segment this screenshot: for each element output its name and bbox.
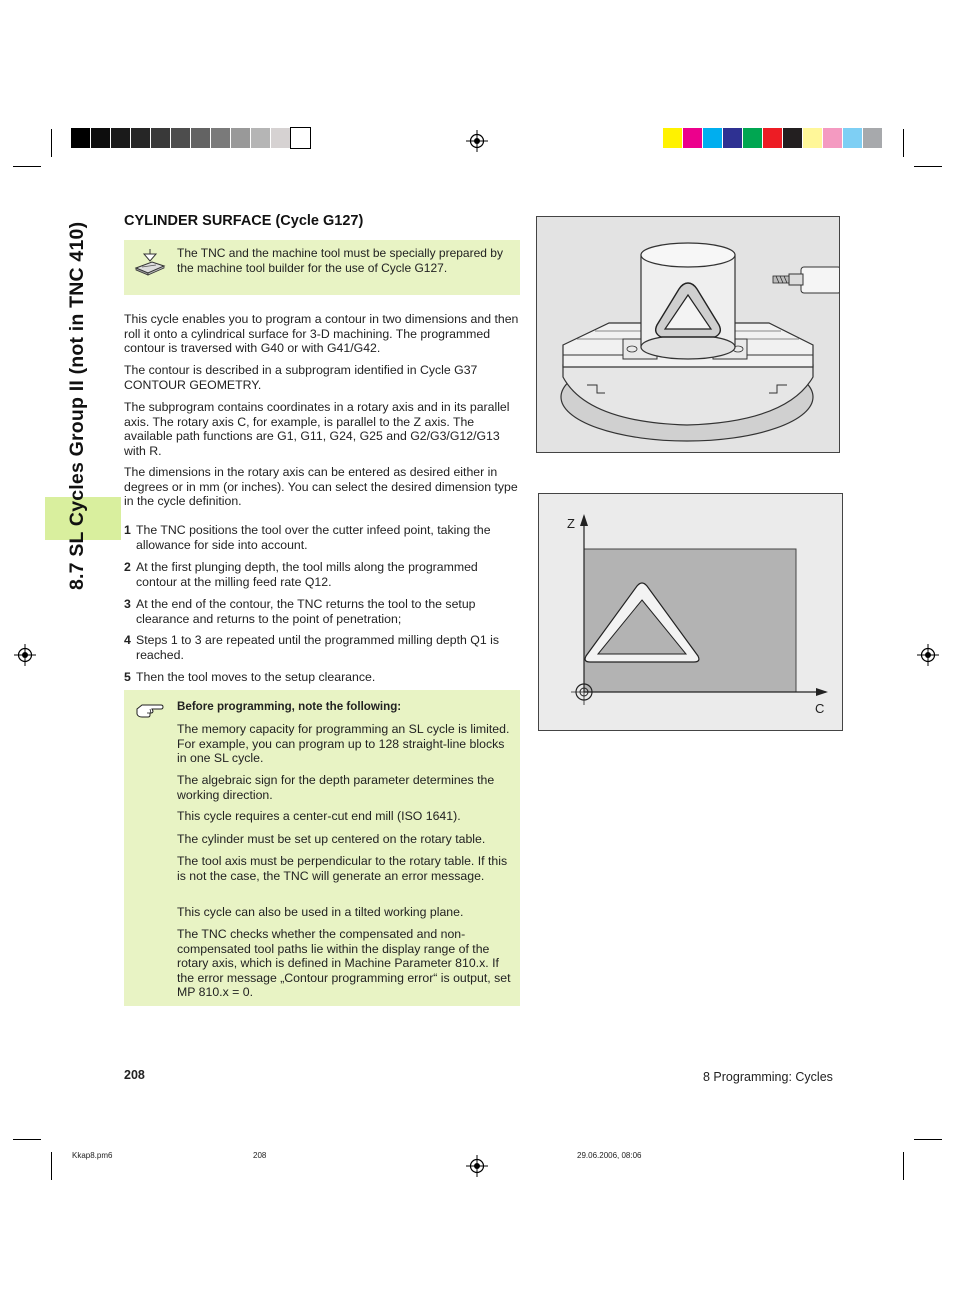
contour-diagram — [538, 493, 843, 731]
paragraph — [124, 465, 520, 509]
note-item: The cylinder must be set up centered on the rotary table. — [177, 832, 486, 846]
cylinder-drawing — [537, 217, 839, 452]
color-swatch — [703, 128, 722, 148]
step-text: At the end of the contour, the TNC returns the tool to the setup clearance and returns to the point of penetration; — [136, 597, 476, 626]
slug-page: 208 — [253, 1151, 267, 1160]
gray-swatch — [131, 128, 150, 148]
axis-z-label: Z — [567, 516, 575, 531]
gray-swatch — [291, 128, 310, 148]
gray-swatch — [111, 128, 130, 148]
registration-mark-icon — [466, 1155, 488, 1177]
registration-mark-icon — [466, 130, 488, 152]
chapter-footer: 8 Programming: Cycles — [703, 1070, 833, 1084]
step-number: 5 — [124, 670, 131, 684]
slug-date: 29.06.2006, 08:06 — [577, 1151, 642, 1160]
crop-mark — [51, 129, 52, 157]
section-title: CYLINDER SURFACE (Cycle G127) — [124, 213, 364, 229]
gray-swatch — [151, 128, 170, 148]
step-text: The TNC positions the tool over the cutter infeed point, taking the allowance for side into account. — [136, 523, 491, 552]
gray-swatch — [91, 128, 110, 148]
step-item — [124, 670, 520, 685]
cylinder-illustration — [536, 216, 840, 453]
machine-tool-icon — [134, 248, 166, 276]
color-swatch — [663, 128, 682, 148]
registration-mark-icon — [917, 644, 939, 666]
step-text: At the first plunging depth, the tool mills along the programmed contour at the milling feed rate Q12. — [136, 560, 478, 589]
step-item — [124, 633, 520, 662]
gray-swatch — [251, 128, 270, 148]
color-swatch — [863, 128, 882, 148]
color-swatch — [683, 128, 702, 148]
color-swatch — [803, 128, 822, 148]
registration-mark-icon — [14, 644, 36, 666]
note-item: The memory capacity for programming an SL cycle is limited. For example, you can program up to 128 straight-line blocks in one SL cycle. — [177, 722, 510, 766]
gray-swatch — [71, 128, 90, 148]
paragraph-text: The dimensions in the rotary axis can be entered as desired either in degrees or in mm (or inches). You can select the desired dimension type in the cycle definition. — [124, 465, 518, 509]
step-number: 4 — [124, 633, 131, 647]
paragraph — [124, 400, 520, 458]
color-swatch — [723, 128, 742, 148]
side-title-text: 8.7 SL Cycles Group II (not in TNC 410) — [66, 221, 88, 590]
step-item — [124, 523, 520, 552]
crop-mark — [13, 166, 41, 167]
step-number: 1 — [124, 523, 131, 537]
note-item: The tool axis must be perpendicular to the rotary table. If this is not the case, the TNC will generate an error message. — [177, 854, 508, 883]
gray-swatch — [211, 128, 230, 148]
step-text: Steps 1 to 3 are repeated until the programmed milling depth Q1 is reached. — [136, 633, 499, 662]
step-item — [124, 560, 520, 589]
programming-note — [124, 690, 520, 1006]
step-number: 2 — [124, 560, 131, 574]
note-item: The algebraic sign for the depth parameter determines the working direction. — [177, 773, 495, 802]
paragraph — [124, 312, 520, 356]
crop-mark — [914, 166, 942, 167]
gray-swatch — [271, 128, 290, 148]
paragraph — [124, 363, 520, 392]
crop-mark — [51, 1152, 52, 1180]
paragraph-text: The contour is described in a subprogram identified in Cycle G37 CONTOUR GEOMETRY. — [124, 363, 478, 392]
crop-mark — [903, 1152, 904, 1180]
step-text: Then the tool moves to the setup clearance. — [136, 670, 376, 684]
crop-mark — [13, 1139, 41, 1140]
machine-note — [124, 240, 520, 295]
gray-swatch — [191, 128, 210, 148]
axis-c-label: C — [815, 701, 825, 716]
color-swatch — [843, 128, 862, 148]
color-swatch — [763, 128, 782, 148]
pointing-hand-icon — [136, 700, 164, 720]
gray-swatch — [231, 128, 250, 148]
color-swatch — [783, 128, 802, 148]
machine-note-text: The TNC and the machine tool must be specially prepared by the machine tool builder for the use of Cycle G127. — [177, 246, 503, 275]
contour-drawing — [539, 494, 842, 730]
crop-mark — [903, 129, 904, 157]
color-swatch — [743, 128, 762, 148]
step-item — [124, 597, 520, 626]
step-number: 3 — [124, 597, 131, 611]
gray-swatch — [171, 128, 190, 148]
color-swatch — [823, 128, 842, 148]
paragraph-text: This cycle enables you to program a contour in two dimensions and then roll it onto a cylindrical surface for 3-D machining. The programmed contour is traversed with G40 or with G41/G42. — [124, 312, 519, 356]
paragraph-text: The subprogram contains coordinates in a rotary axis and in its parallel axis. The rotary axis C, for example, is parallel to the Z axis. The available path functions are G1, G11, G24, G25 and G2/G3/G12/G13 with R. — [124, 400, 510, 458]
note-item: The TNC checks whether the compensated and non-compensated tool paths lie within the display range of the rotary axis, which is defined in Machine Parameter 810.x. If the error message „Contour programming error“ is output, set MP 810.x = 0. — [177, 927, 511, 1000]
note-heading: Before programming, note the following: — [177, 700, 402, 713]
note-item: This cycle requires a center-cut end mill (ISO 1641). — [177, 809, 461, 823]
crop-mark — [914, 1139, 942, 1140]
slug-file: Kkap8.pm6 — [72, 1151, 113, 1160]
note-item: This cycle can also be used in a tilted working plane. — [177, 905, 464, 919]
page-number: 208 — [124, 1068, 145, 1082]
